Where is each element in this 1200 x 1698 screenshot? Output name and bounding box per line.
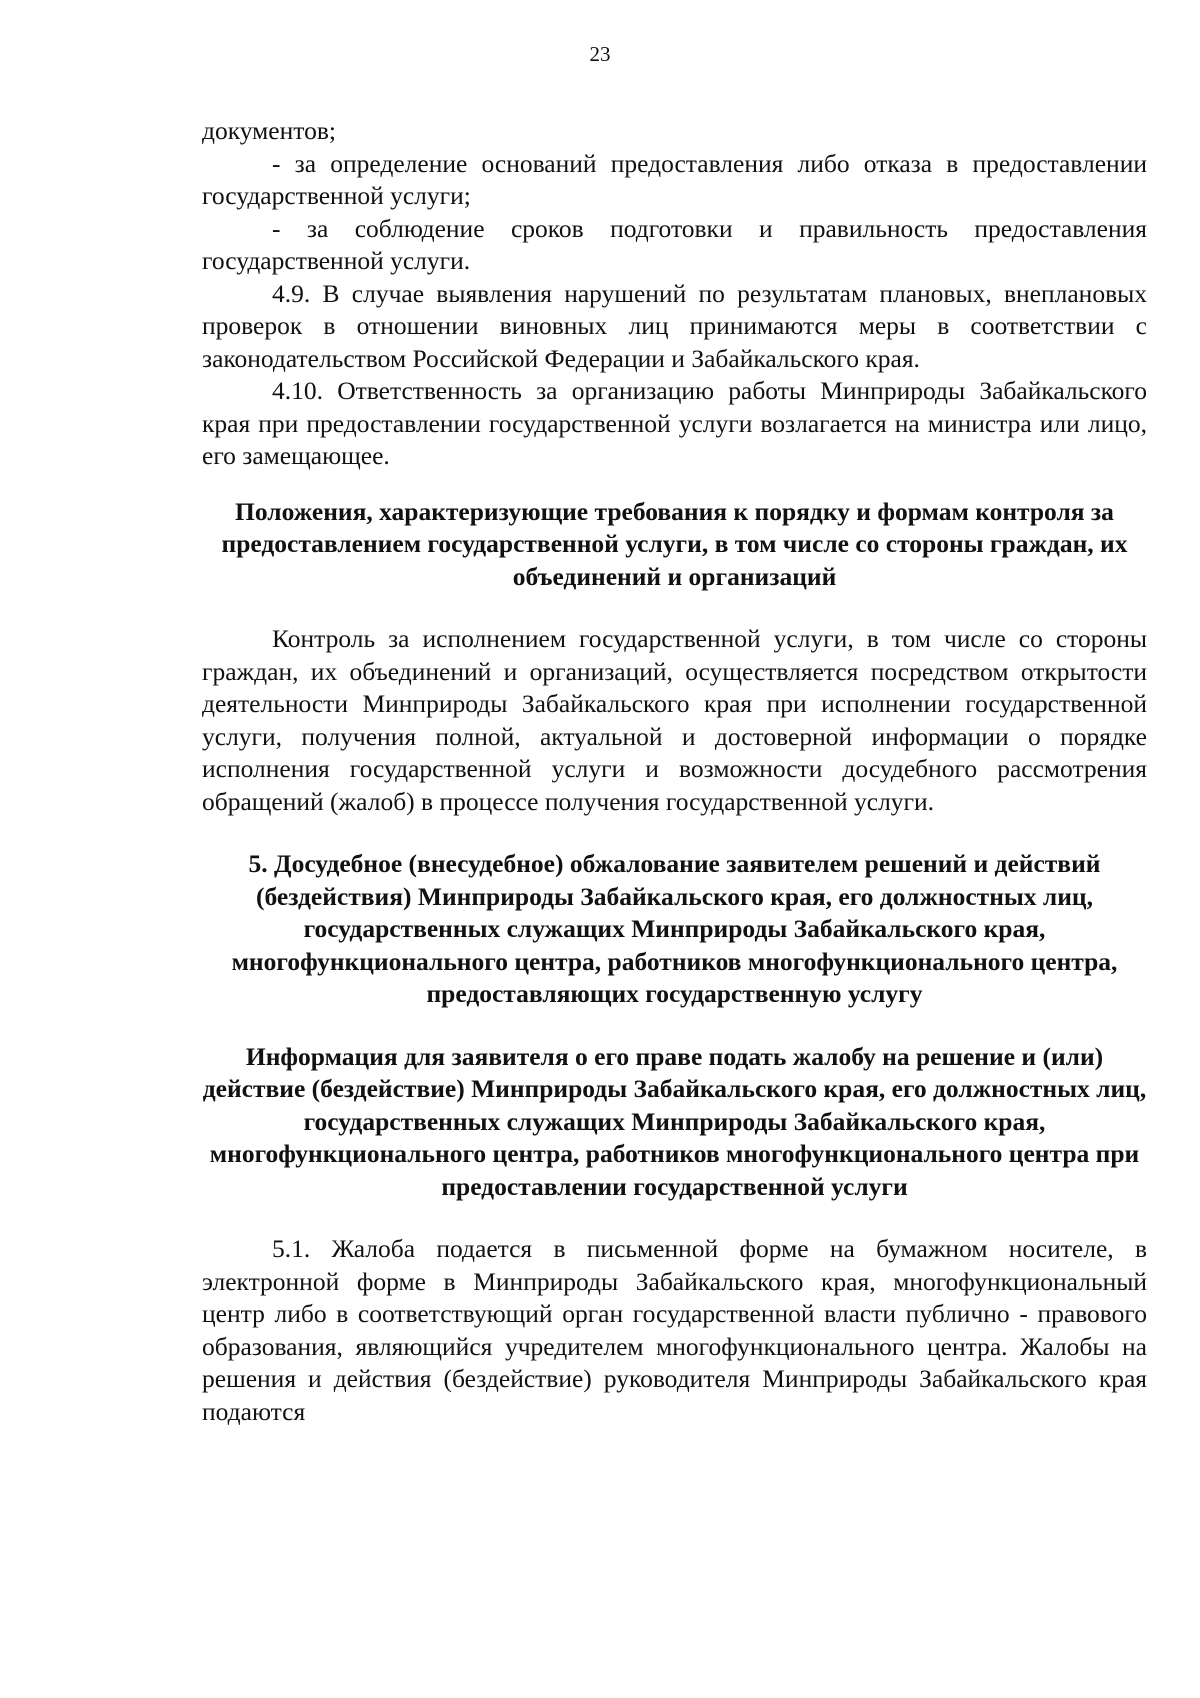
heading-control-text: Положения, характеризующие требования к порядку и формам контроля за предоставлением государственной услуги, в том числе со стороны граждан, их объединений и организаций bbox=[221, 496, 1128, 591]
page-number: 23 bbox=[589, 42, 611, 66]
heading-control-requirements bbox=[202, 496, 1147, 594]
paragraph-documents: документов; bbox=[202, 116, 336, 145]
paragraph-4-10: 4.10. Ответственность за организацию работы Минприроды Забайкальского края при предоставлении государственной услуги возлагается на министра или лицо, его замещающее. bbox=[202, 376, 1147, 470]
paragraph-control: Контроль за исполнением государственной услуги, в том числе со стороны граждан, их объединений и организаций, осуществляется посредством открытости деятельности Минприроды Забайкальского края при исполнении государственной услуги, получения полной, актуальной и достоверной информации о порядке исполнения государственной услуги и возможности досудебного рассмотрения обращений (жалоб) в процессе получения государственной услуги. bbox=[202, 624, 1147, 816]
paragraph-4-9: 4.9. В случае выявления нарушений по результатам плановых, внеплановых проверок в отношении виновных лиц принимаются меры в соответствии с законодательством Российской Федерации и Забайкальского края. bbox=[202, 278, 1147, 373]
paragraph-5-1: 5.1. Жалоба подается в письменной форме на бумажном носителе, в электронной форме в Минприроды Забайкальского края, многофункциональный центр либо в соответствующий орган государственной власти публично - правового образования, являющийся учредителем многофункционального центра. Жалобы на решения и действия (бездействие) руководителя Минприроды Забайкальского края подаются bbox=[202, 1234, 1147, 1426]
text-column bbox=[202, 115, 1147, 1428]
heading-section-5: 5. Досудебное (внесудебное) обжалование заявителем решений и действий (бездействия) Минприроды Забайкальского края, его должностных лиц, государственных служащих Минприроды Забайкальского края, многофункционального центра, работников многофункционального центра, предоставляющих государственную услугу bbox=[231, 849, 1118, 1008]
spacer bbox=[202, 1203, 1147, 1233]
spacer bbox=[202, 593, 1147, 623]
paragraph-deadlines: - за соблюдение сроков подготовки и правильность предоставления государственной услуги. bbox=[202, 213, 1147, 275]
paragraph-grounds: - за определение оснований предоставления либо отказа в предоставлении государственной услуги; bbox=[202, 148, 1147, 210]
heading-complaint-info: Информация для заявителя о его праве подать жалобу на решение и (или) действие (бездействие) Минприроды Забайкальского края, его должностных лиц, государственных служащих Минприроды Забайкальского края, многофункционального центра, работников многофункционального центра при предоставлении государственной услуги bbox=[202, 1041, 1147, 1201]
